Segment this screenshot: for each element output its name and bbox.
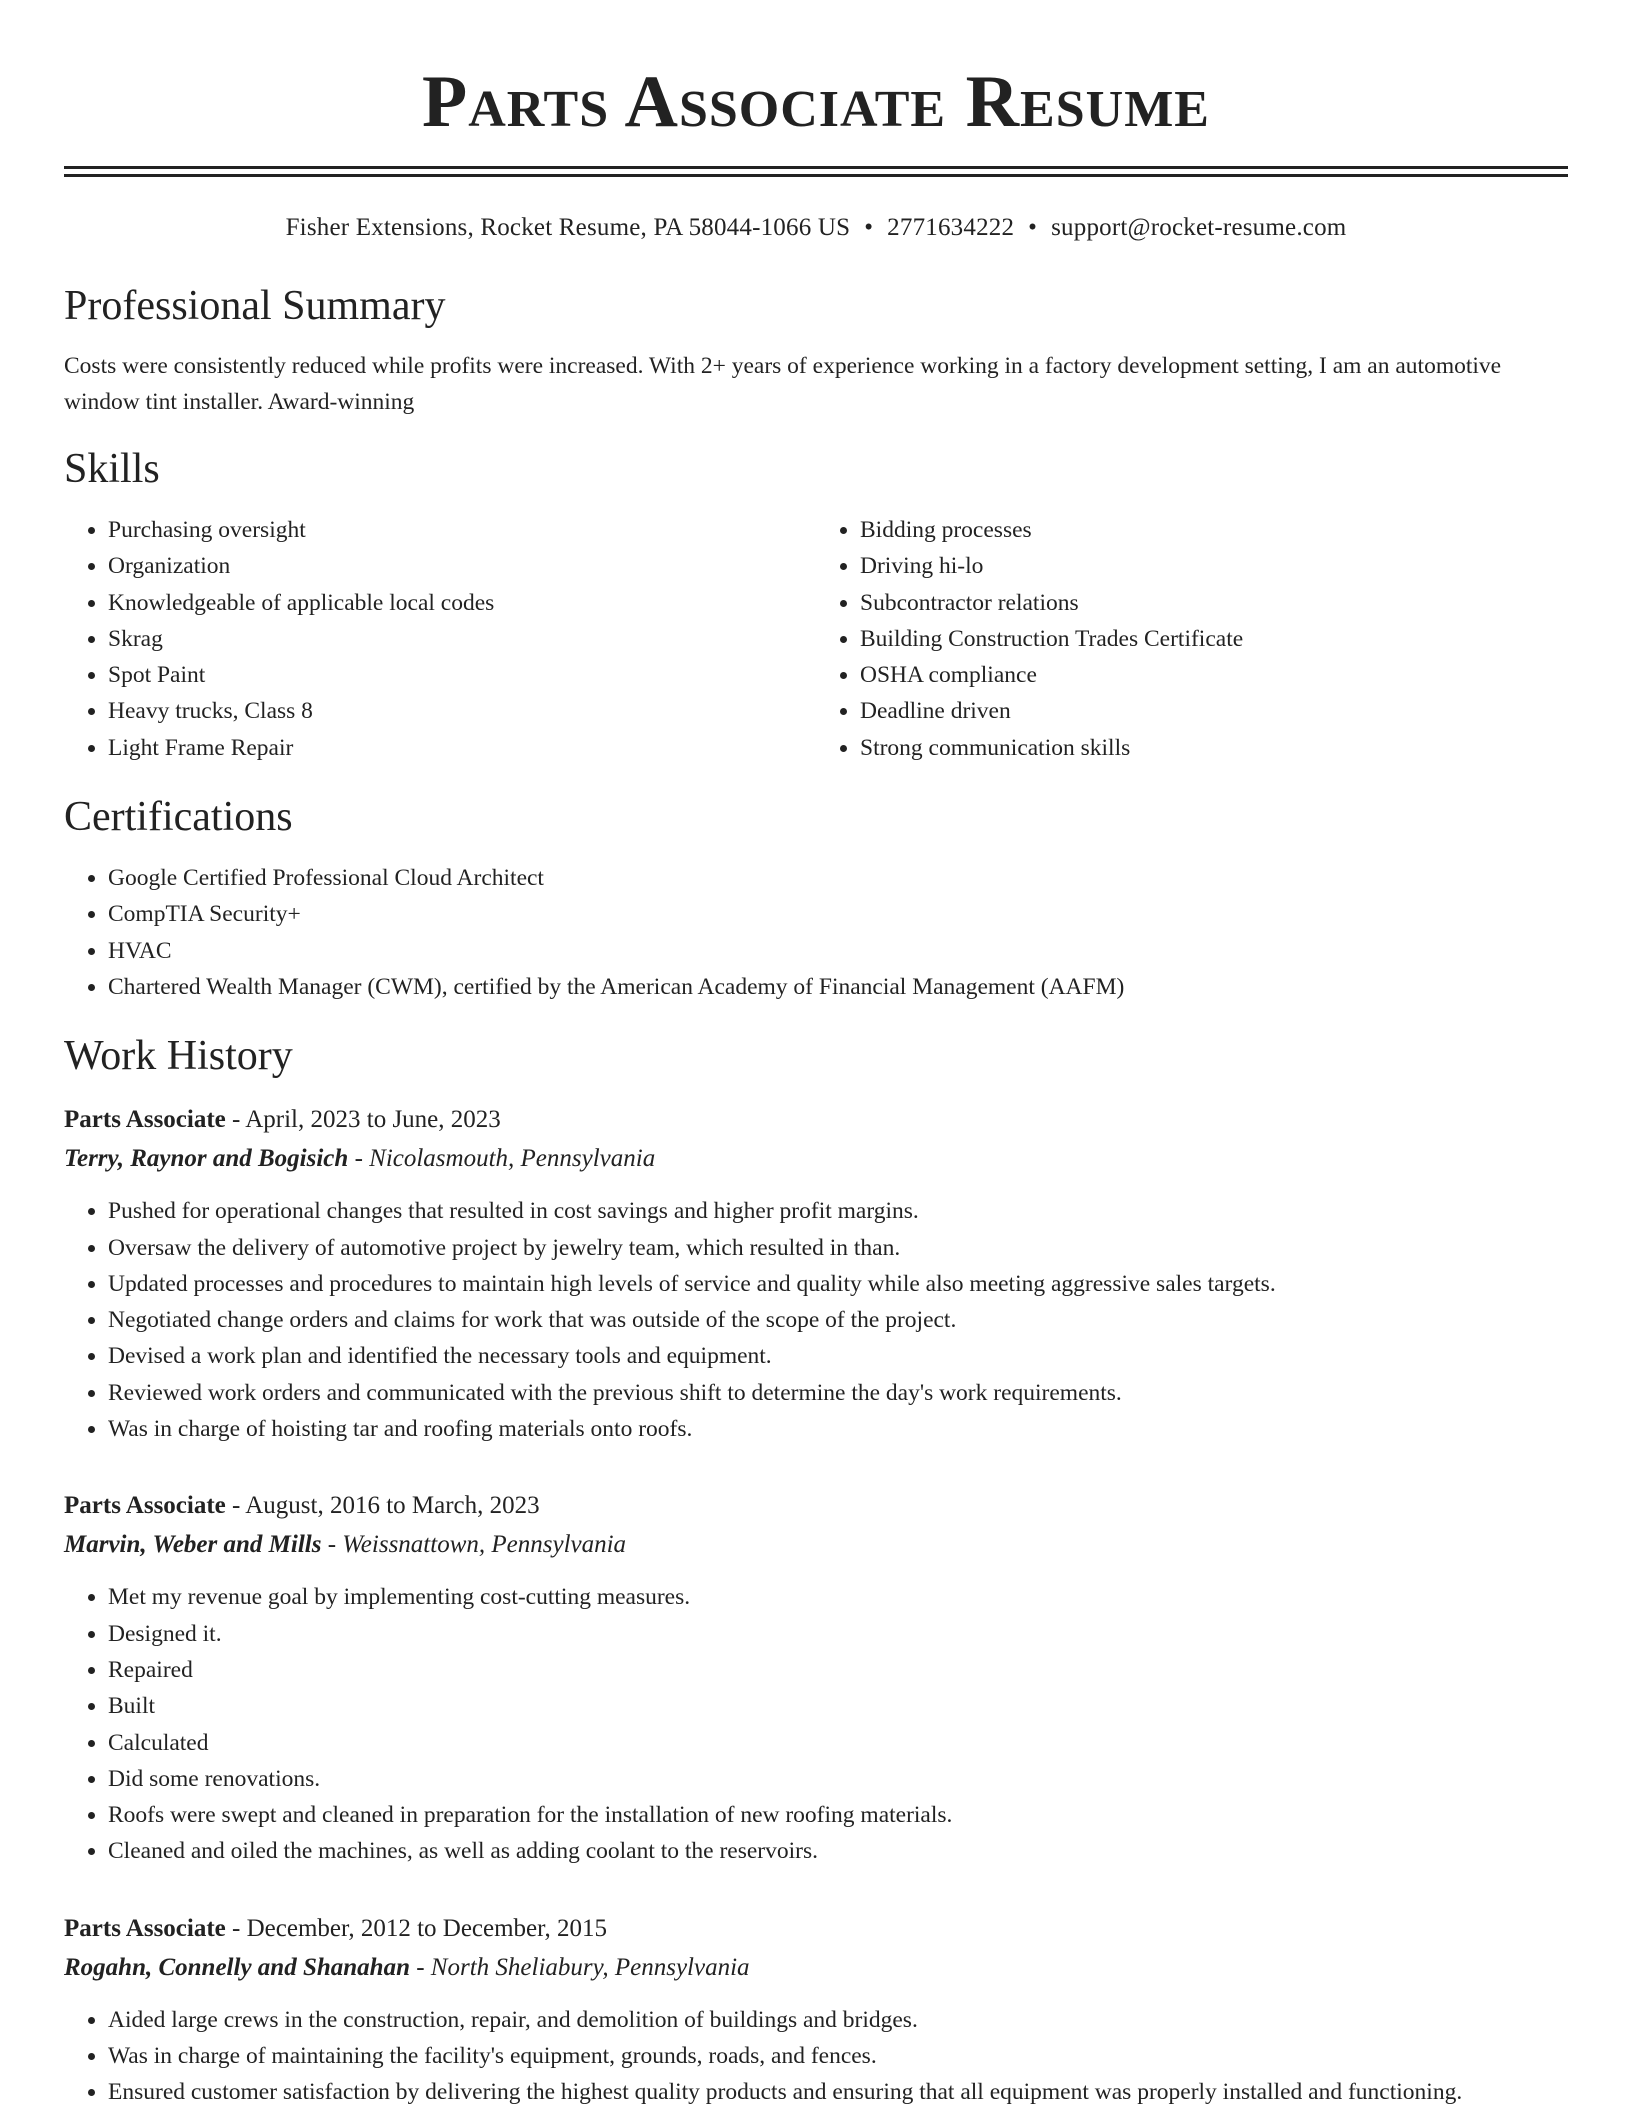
job-company-line (64, 1948, 1568, 1988)
skill-item: • Deadline driven (860, 693, 1568, 729)
work-history-heading: Work History (64, 1033, 293, 1080)
skill-item: • Strong communication skills (860, 730, 1568, 766)
job-entry (64, 1910, 1568, 2111)
job-company-line (64, 1525, 1568, 1565)
contact-address: Fisher Extensions, Rocket Resume, PA 58044-1066 US (285, 214, 851, 241)
skills-columns (64, 512, 1568, 766)
contact-separator: • (1028, 214, 1038, 241)
job-location: - Weissnattown, Pennsylvania (321, 1531, 627, 1559)
job-bullet: • Did some renovations. (108, 1761, 1568, 1797)
contact-phone: 2771634222 (887, 214, 1015, 241)
skill-item: • Subcontractor relations (860, 585, 1568, 621)
job-bullet: • Roofs were swept and cleaned in preparation for the installation of new roofing materials. (108, 1797, 1568, 1833)
job-location: - North Sheliabury, Pennsylvania (409, 1953, 750, 1981)
job-title-line (64, 1910, 1568, 1948)
job-bullet: • Pushed for operational changes that resulted in cost savings and higher profit margins. (108, 1193, 1568, 1229)
job-bullet: • Repaired (108, 1652, 1568, 1688)
job-bullet: • Negotiated change orders and claims for work that was outside of the scope of the project. (108, 1302, 1568, 1338)
job-entry (64, 1487, 1568, 1869)
skills-list-left (64, 512, 816, 766)
job-company-line (64, 1139, 1568, 1179)
skill-item: • Driving hi-lo (860, 548, 1568, 584)
job-bullet: • Reviewed work orders and communicated with the previous shift to determine the day's work requirements. (108, 1375, 1568, 1411)
contact-separator: • (864, 214, 874, 241)
job-bullet: • Designed it. (108, 1616, 1568, 1652)
job-company: Marvin, Weber and Mills (64, 1531, 322, 1559)
job-bullet: • Was in charge of maintaining the facility's equipment, grounds, roads, and fences. (108, 2038, 1568, 2074)
job-bullet: • Ensured customer satisfaction by delivering the highest quality products and ensuring that all equipment was properly installed and functioning. (108, 2074, 1568, 2110)
job-bullet: • Was in charge of hoisting tar and roofing materials onto roofs. (108, 1411, 1568, 1447)
job-bullet: • Aided large crews in the construction, repair, and demolition of buildings and bridges. (108, 2002, 1568, 2038)
certification-item: • Google Certified Professional Cloud Architect (108, 860, 1568, 896)
job-dates: - December, 2012 to December, 2015 (225, 1914, 607, 1942)
summary-heading: Professional Summary (64, 283, 446, 329)
certifications-list (64, 860, 1568, 1005)
skills-heading: Skills (64, 446, 160, 492)
job-bullet: • Calculated (108, 1725, 1568, 1761)
summary-text: Costs were consistently reduced while profits were increased. With 2+ years of experience working in a factory development setting, I am an automotive window tint installer. Award-winning (64, 353, 1502, 415)
skill-item: • Knowledgeable of applicable local codes (108, 585, 816, 621)
resume-page (64, 0, 1568, 2111)
job-bullet-list (64, 2002, 1568, 2111)
job-dates: - April, 2023 to June, 2023 (225, 1106, 501, 1134)
job-location: - Nicolasmouth, Pennsylvania (348, 1145, 656, 1173)
certification-item: • HVAC (108, 933, 1568, 969)
job-bullet: • Updated processes and procedures to maintain high levels of service and quality while also meeting aggressive sales targets. (108, 1266, 1568, 1302)
job-bullet: • Built (108, 1688, 1568, 1724)
job-bullet: • Cleaned and oiled the machines, as well as adding coolant to the reservoirs. (108, 1833, 1568, 1869)
job-role: Parts Associate (64, 1492, 226, 1520)
skill-item: • Purchasing oversight (108, 512, 816, 548)
skill-item: • Skrag (108, 621, 816, 657)
job-bullet: • Oversaw the delivery of automotive project by jewelry team, which resulted in than. (108, 1230, 1568, 1266)
job-bullet: • Devised a work plan and identified the necessary tools and equipment. (108, 1338, 1568, 1374)
job-bullet-list (64, 1579, 1568, 1869)
job-bullet-list (64, 1193, 1568, 1447)
skills-list-right (816, 512, 1568, 766)
job-bullet: • Met my revenue goal by implementing cost-cutting measures. (108, 1579, 1568, 1615)
skill-item: • OSHA compliance (860, 657, 1568, 693)
job-title-line (64, 1101, 1568, 1139)
skill-item: • Organization (108, 548, 816, 584)
certification-item: • CompTIA Security+ (108, 896, 1568, 932)
skill-item: • Building Construction Trades Certificate (860, 621, 1568, 657)
certifications-heading: Certifications (64, 794, 293, 841)
job-title-line (64, 1487, 1568, 1525)
contact-email: support@rocket-resume.com (1051, 214, 1347, 241)
contact-line (64, 213, 1568, 243)
job-role: Parts Associate (64, 1914, 226, 1942)
job-company: Rogahn, Connelly and Shanahan (64, 1953, 410, 1981)
job-entry (64, 1101, 1568, 1447)
skill-item: • Heavy trucks, Class 8 (108, 693, 816, 729)
skill-item: • Light Frame Repair (108, 730, 816, 766)
job-role: Parts Associate (64, 1106, 226, 1134)
job-dates: - August, 2016 to March, 2023 (225, 1492, 540, 1520)
title-double-rule (64, 166, 1568, 177)
resume-title: Parts Associate Resume (422, 61, 1210, 143)
skill-item: • Spot Paint (108, 657, 816, 693)
certification-item: • Chartered Wealth Manager (CWM), certified by the American Academy of Financial Management (AAFM) (108, 969, 1568, 1005)
skill-item: • Bidding processes (860, 512, 1568, 548)
job-company: Terry, Raynor and Bogisich (64, 1145, 349, 1173)
